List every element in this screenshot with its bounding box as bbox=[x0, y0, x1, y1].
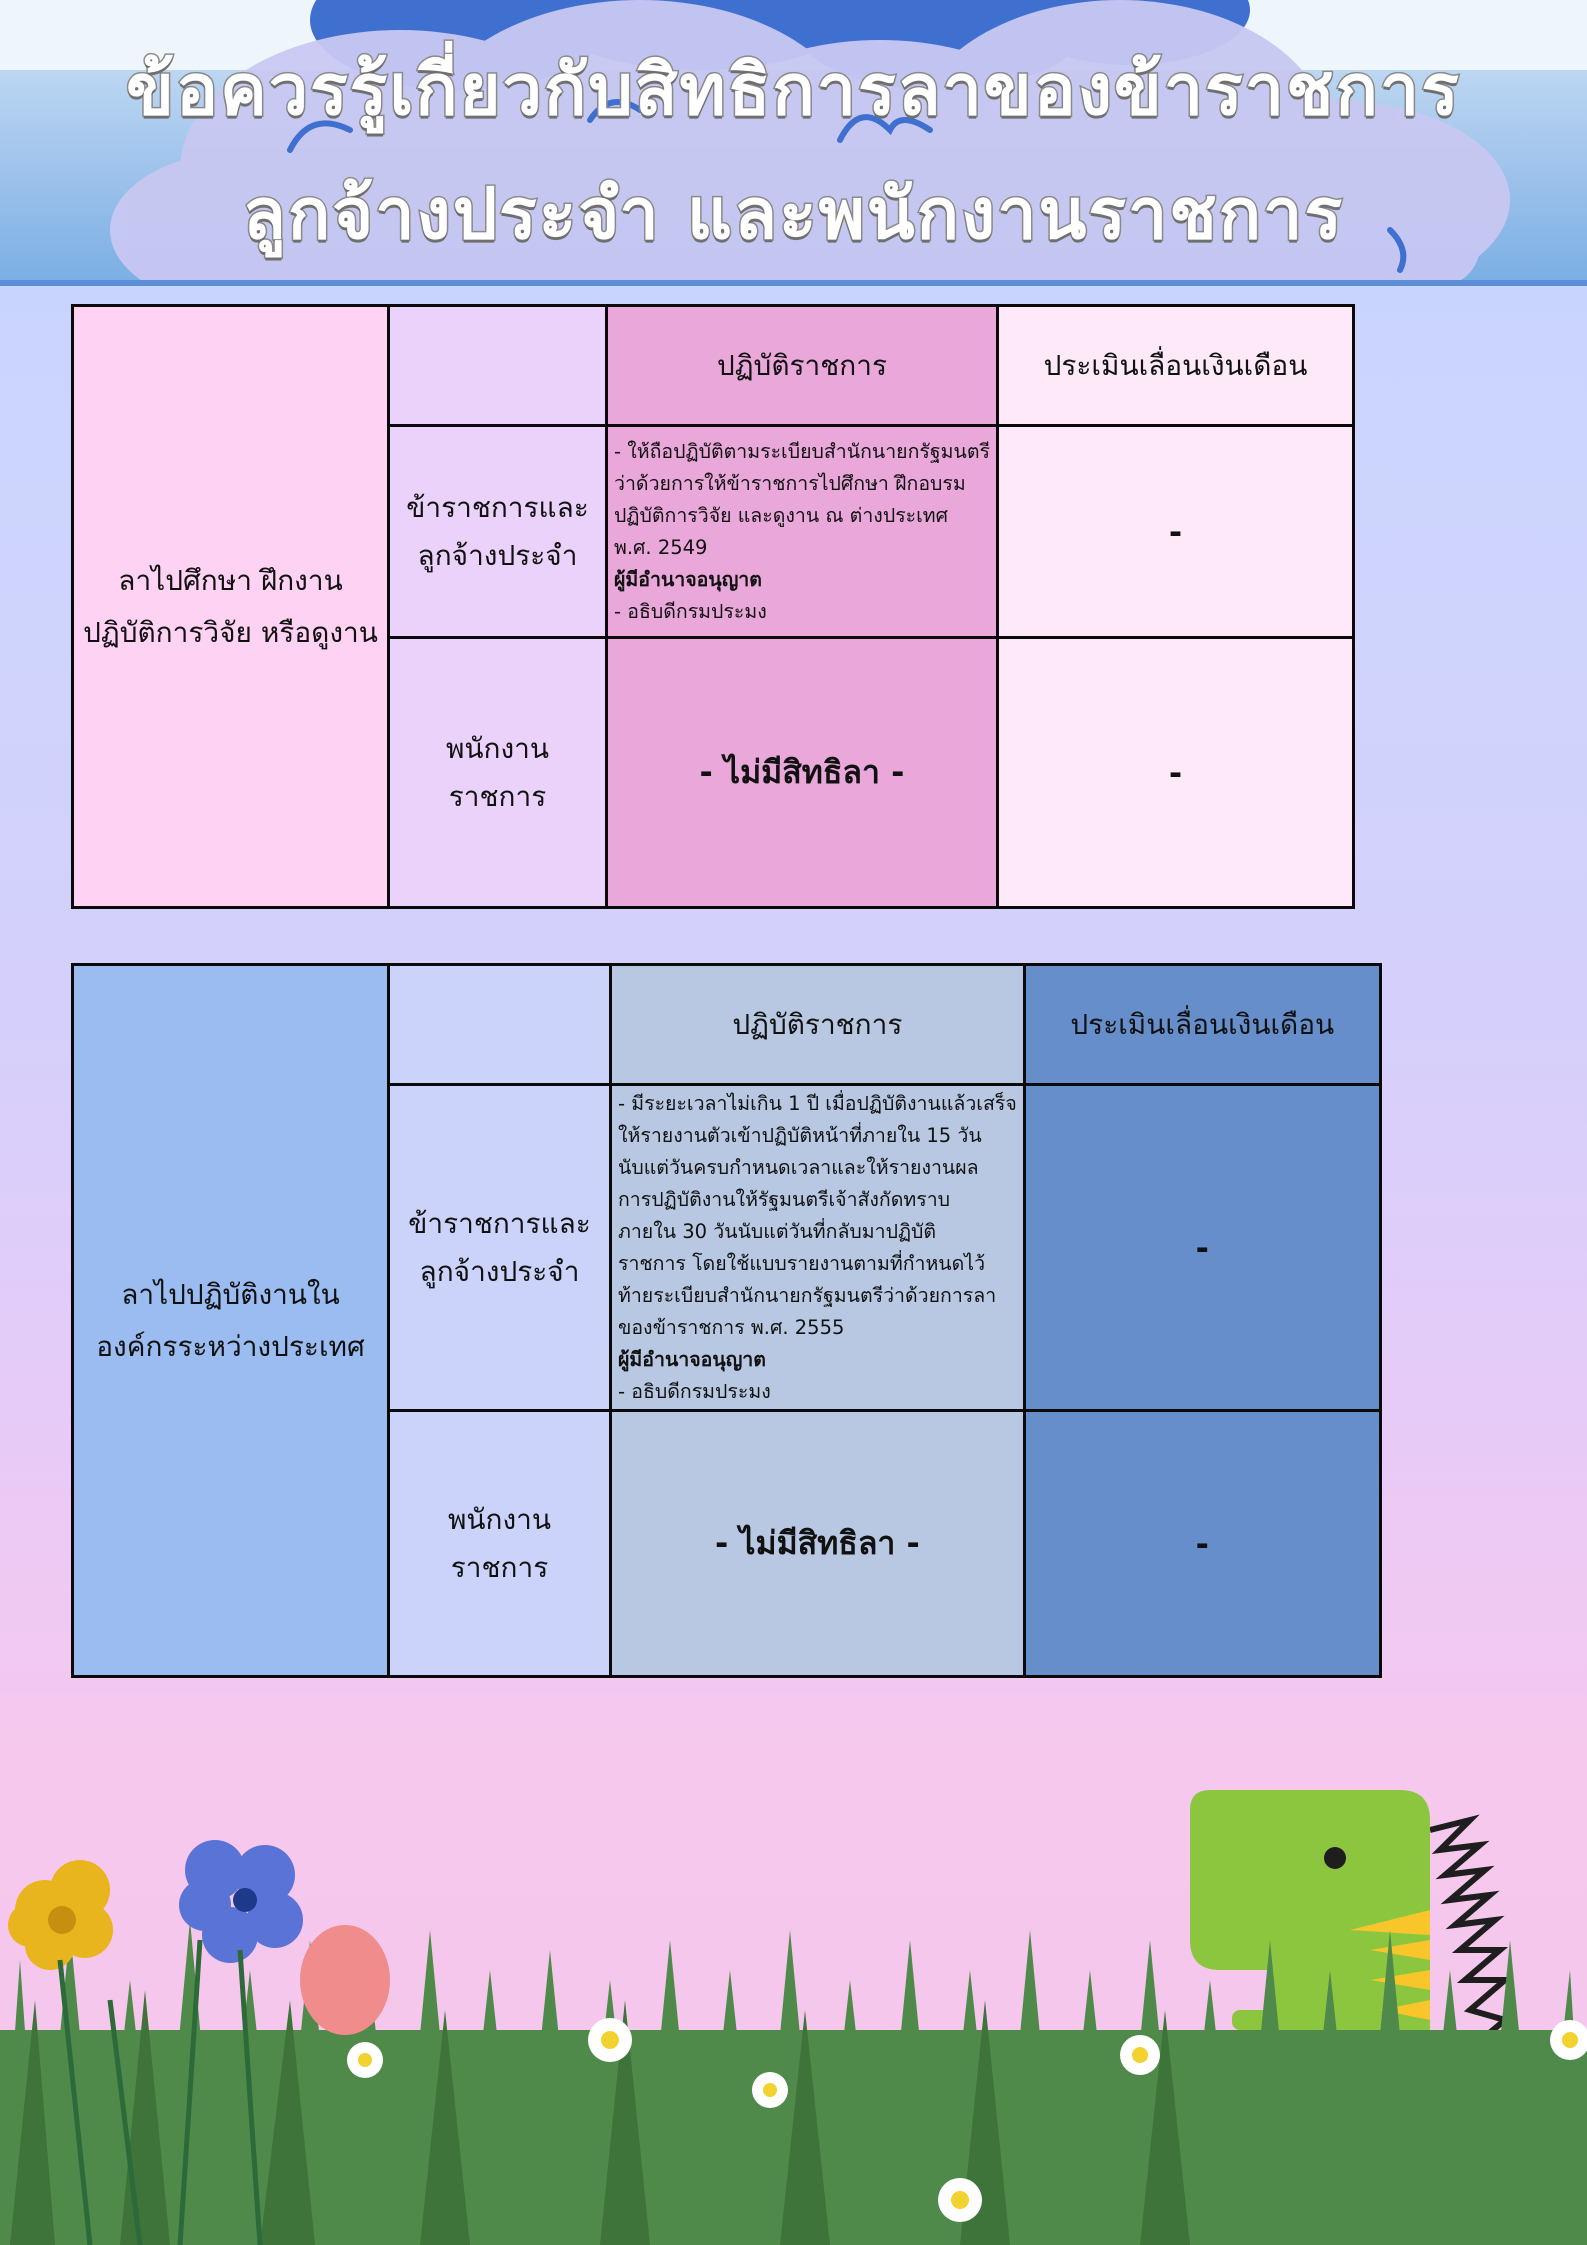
evaluation-value: - bbox=[997, 638, 1353, 908]
column-header-practice: ปฏิบัติราชการ bbox=[611, 965, 1025, 1085]
row-label-line-1: พนักงาน bbox=[445, 731, 550, 765]
leave-table-study bbox=[71, 304, 1355, 909]
title-line-2: ลูกจ้างประจำ และพนักงานราชการ bbox=[242, 172, 1345, 255]
no-leave-right-text: - ไม่มีสิทธิลา - bbox=[607, 638, 998, 908]
row-label-line-2: ราชการ bbox=[448, 779, 547, 813]
detail-line: นับแต่วันครบกำหนดเวลาและให้รายงานผล bbox=[618, 1155, 979, 1179]
row-label-line-2: ลูกจ้างประจำ bbox=[417, 538, 578, 572]
detail-line: - มีระยะเวลาไม่เกิน 1 ปี เมื่อปฏิบัติงานแล้วเสร็จ bbox=[618, 1091, 1017, 1115]
row-label-line-1: พนักงาน bbox=[447, 1502, 552, 1536]
practice-detail-cell bbox=[607, 426, 998, 638]
detail-line: ให้รายงานตัวเข้าปฏิบัติหน้าที่ภายใน 15 วัน bbox=[618, 1123, 982, 1147]
detail-line: ภายใน 30 วันนับแต่วันที่กลับมาปฏิบัติ bbox=[618, 1219, 937, 1243]
row-label-line-2: ลูกจ้างประจำ bbox=[419, 1254, 580, 1288]
column-header-evaluation: ประเมินเลื่อนเงินเดือน bbox=[1024, 965, 1380, 1085]
topic-line-1: ลาไปปฏิบัติงานใน bbox=[121, 1277, 340, 1311]
approver-heading: ผู้มีอำนาจอนุญาต bbox=[614, 567, 762, 591]
column-header-practice: ปฏิบัติราชการ bbox=[607, 306, 998, 426]
no-leave-right-text: - ไม่มีสิทธิลา - bbox=[611, 1411, 1025, 1677]
header-divider bbox=[0, 280, 1587, 286]
detail-line: ราชการ โดยใช้แบบรายงานตามที่กำหนดไว้ bbox=[618, 1251, 986, 1275]
blank-header-cell bbox=[389, 306, 607, 426]
approver-name: - อธิบดีกรมประมง bbox=[618, 1379, 771, 1403]
blank-header-cell bbox=[389, 965, 611, 1085]
detail-line: ท้ายระเบียบสำนักนายกรัฐมนตรีว่าด้วยการลา bbox=[618, 1283, 997, 1307]
evaluation-value: - bbox=[1024, 1411, 1380, 1677]
page-title bbox=[0, 28, 1587, 276]
row-label-line-1: ข้าราชการและ bbox=[406, 490, 589, 524]
leave-table-international bbox=[71, 963, 1382, 1678]
detail-line: ว่าด้วยการให้ข้าราชการไปศึกษา ฝึกอบรม bbox=[614, 471, 966, 495]
row-label-line-2: ราชการ bbox=[450, 1550, 549, 1584]
detail-line: การปฏิบัติงานให้รัฐมนตรีเจ้าสังกัดทราบ bbox=[618, 1187, 951, 1211]
evaluation-value: - bbox=[1024, 1085, 1380, 1411]
title-line-1: ข้อควรรู้เกี่ยวกับสิทธิการลาของข้าราชการ bbox=[126, 48, 1461, 131]
row-label-gov-employee bbox=[389, 638, 607, 908]
topic-cell bbox=[73, 965, 389, 1677]
practice-detail-cell bbox=[611, 1085, 1025, 1411]
column-header-evaluation: ประเมินเลื่อนเงินเดือน bbox=[997, 306, 1353, 426]
topic-line-2: ปฏิบัติการวิจัย หรือดูงาน bbox=[83, 615, 378, 649]
detail-line: ปฏิบัติการวิจัย และดูงาน ณ ต่างประเทศ bbox=[614, 503, 949, 527]
row-label-civil-servant bbox=[389, 1085, 611, 1411]
meadow-illustration bbox=[0, 1700, 1587, 2245]
row-label-line-1: ข้าราชการและ bbox=[408, 1206, 591, 1240]
row-label-gov-employee bbox=[389, 1411, 611, 1677]
topic-cell bbox=[73, 306, 389, 908]
detail-line: พ.ศ. 2549 bbox=[614, 535, 708, 559]
detail-line: - ให้ถือปฏิบัติตามระเบียบสำนักนายกรัฐมนตรี bbox=[614, 439, 990, 463]
approver-name: - อธิบดีกรมประมง bbox=[614, 599, 767, 623]
topic-line-2: องค์กรระหว่างประเทศ bbox=[96, 1329, 365, 1363]
evaluation-value: - bbox=[997, 426, 1353, 638]
topic-line-1: ลาไปศึกษา ฝึกงาน bbox=[118, 563, 343, 597]
row-label-civil-servant bbox=[389, 426, 607, 638]
detail-line: ของข้าราชการ พ.ศ. 2555 bbox=[618, 1315, 845, 1339]
approver-heading: ผู้มีอำนาจอนุญาต bbox=[618, 1347, 766, 1371]
